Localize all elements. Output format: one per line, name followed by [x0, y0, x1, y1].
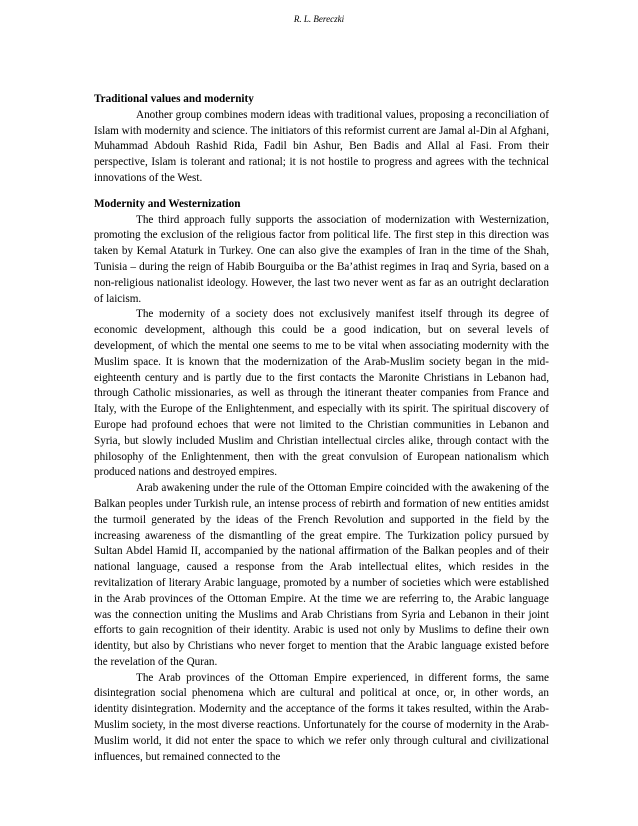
paragraph-arab-provinces: The Arab provinces of the Ottoman Empire experienced, in different forms, the same disintegration social phenomena which are cultural and political at once, or, in other words, an identity disintegration. Modernity and the acceptance of the forms it takes resulted, within the Arab-Muslim society, in the most diverse reactions. Unfortunately for the course of modernity in the Arab-Muslim world, it did not enter the space to which we refer only through cultural and civilizational influences, but remained connected to the — [94, 671, 549, 763]
paragraph-arab-awakening: Arab awakening under the rule of the Ottoman Empire coincided with the awakening of the Balkan peoples under Turkish rule, an intense process of rebirth and formation of new entities amidst the turmoil generated by the ideas of the French Revolution and supported in the field by the increasing awareness of the dismantling of the great empire. The Turkization policy pursued by Sultan Abdel Hamid II, accompanied by the national affirmation of the Balkan peoples and of their national language, caused a response from the Arab intellectual elites, which resides in the revitalization of literary Arabic language, promoted by a number of societies which were established in the Arab provinces of the Ottoman Empire. At the time we are referring to, the Arabic language was the connection uniting the Muslims and Arab Christians from Syria and Lebanon in their joint efforts to gain recognition of their identity. Arabic is used not only by Muslims to define their own identity, but also by Christians who never forget to mention that the Arabic language existed before the revelation of the Quran. — [94, 482, 549, 668]
section-heading-traditional-values: Traditional values and modernity — [94, 93, 254, 105]
paragraph-modernity-of-society: The modernity of a society does not exclusively manifest itself through its degree of economic development, although this could be a good indication, but on several levels of development, of which the mental one seems to me to be vital when associating modernity with the Muslim space. It is known that the modernization of the Arab-Muslim society began in the mid-eighteenth century and is partly due to the first contacts the Maronite Christians in Lebanon had, through Catholic missionaries, as well as through the itinerant theater companies from France and Italy, with the Europe of the Enlightenment, and especially with its spirit. The spiritual discovery of Europe had profound echoes that were not limited to the Christian communities in Lebanon and Syria, but slowly included Muslim and Christian intellectual circles alike, through contact with the philosophy of the Enlightenment, then with the great convulsion of European nationalism which produced nations and destroyed empires. — [94, 308, 549, 479]
paragraph-third-approach: The third approach fully supports the association of modernization with Westernization, promoting the exclusion of the religious factor from political life. The first step in this direction was taken by Kemal Ataturk in Turkey. One can also give the examples of Iran in the time of the Shah, Tunisia – during the reign of Habib Bourguiba or the Ba’athist regimes in Iraq and Syria, based on a non-religious nationalist ideology. However, the last two never went as far as an outright declaration of laicism. — [94, 213, 549, 305]
running-header: R. L. Bereczki — [293, 14, 345, 24]
body-text — [94, 92, 549, 765]
section-heading-westernization: Modernity and Westernization — [94, 197, 241, 210]
paragraph-reformist-current: Another group combines modern ideas with traditional values, proposing a reconciliation of Islam with modernity and science. The initiators of this reformist current are Jamal al-Din al Afghani, Muhammad Abdouh Rashid Rida, Fadil bin Ashur, Ben Badis and Allal al Fasi. From their perspective, Islam is tolerant and rational; it is not hostile to progress and agrees with the technical innovations of the West. — [94, 108, 549, 184]
